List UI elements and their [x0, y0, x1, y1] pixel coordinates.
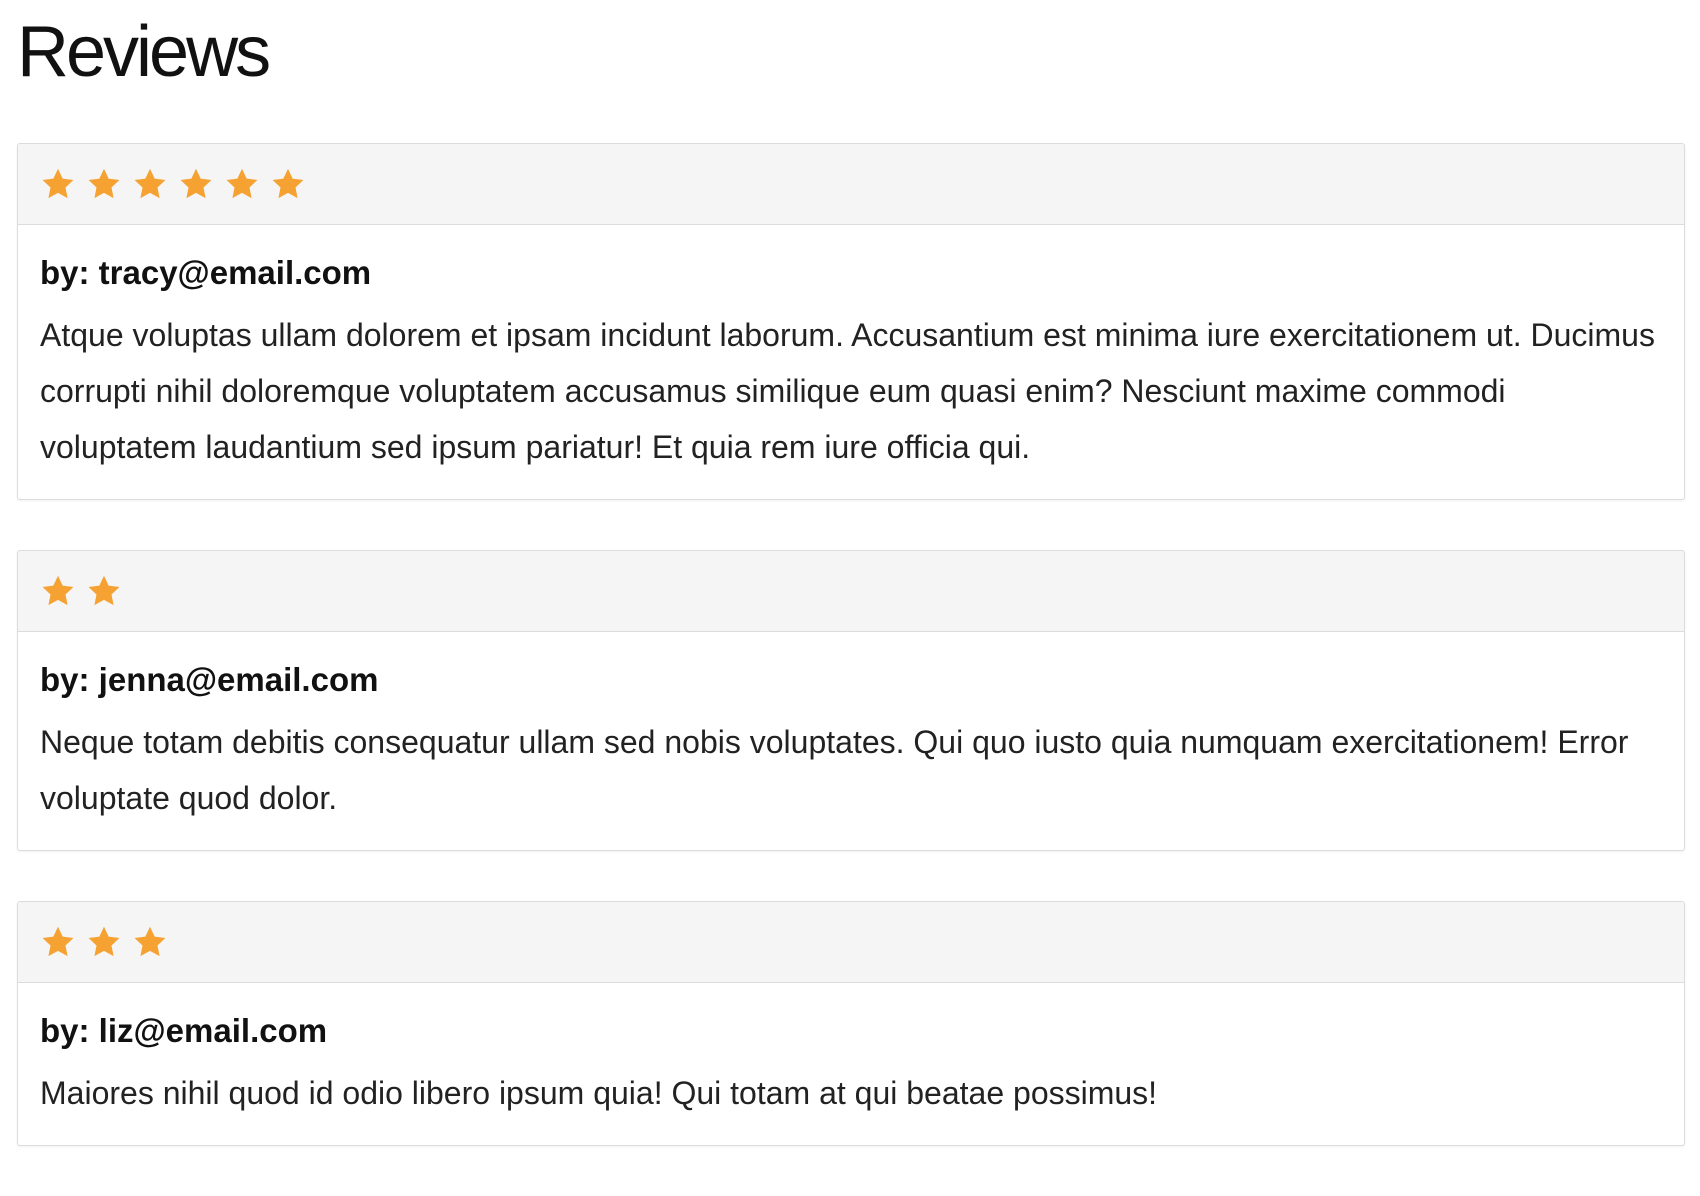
review-text: Atque voluptas ullam dolorem et ipsam incidunt laborum. Accusantium est minima iure exercitationem ut. Ducimus corrupti nihil doloremque voluptatem accusamus similique eum quasi enim? Nesciunt maxime commodi voluptatem laudantium sed ipsum pariatur! Et quia rem iure officia qui.: [40, 317, 1655, 465]
star-icon: [86, 166, 122, 202]
star-icon: [86, 573, 122, 609]
star-icon: [40, 924, 76, 960]
star-icon: [40, 166, 76, 202]
review-card: [17, 901, 1685, 1146]
review-rating: [18, 551, 1684, 632]
star-icon: [86, 924, 122, 960]
reviews-list: [17, 143, 1685, 1196]
review-rating: [18, 902, 1684, 983]
review-body: [18, 632, 1684, 850]
star-icon: [270, 166, 306, 202]
review-author: by: tracy@email.com: [40, 254, 372, 291]
review-body: [18, 225, 1684, 499]
review-author: by: liz@email.com: [40, 1012, 328, 1049]
page-title: Reviews: [17, 12, 269, 92]
star-icon: [178, 166, 214, 202]
star-icon: [224, 166, 260, 202]
star-icon: [40, 573, 76, 609]
review-card: [17, 550, 1685, 851]
review-author: by: jenna@email.com: [40, 661, 379, 698]
review-text: Maiores nihil quod id odio libero ipsum quia! Qui totam at qui beatae possimus!: [40, 1075, 1158, 1111]
review-card: [17, 143, 1685, 500]
review-text: Neque totam debitis consequatur ullam sed nobis voluptates. Qui quo iusto quia numquam exercitationem! Error voluptate quod dolor.: [40, 724, 1629, 816]
review-rating: [18, 144, 1684, 225]
star-icon: [132, 924, 168, 960]
review-body: [18, 983, 1684, 1145]
star-icon: [132, 166, 168, 202]
